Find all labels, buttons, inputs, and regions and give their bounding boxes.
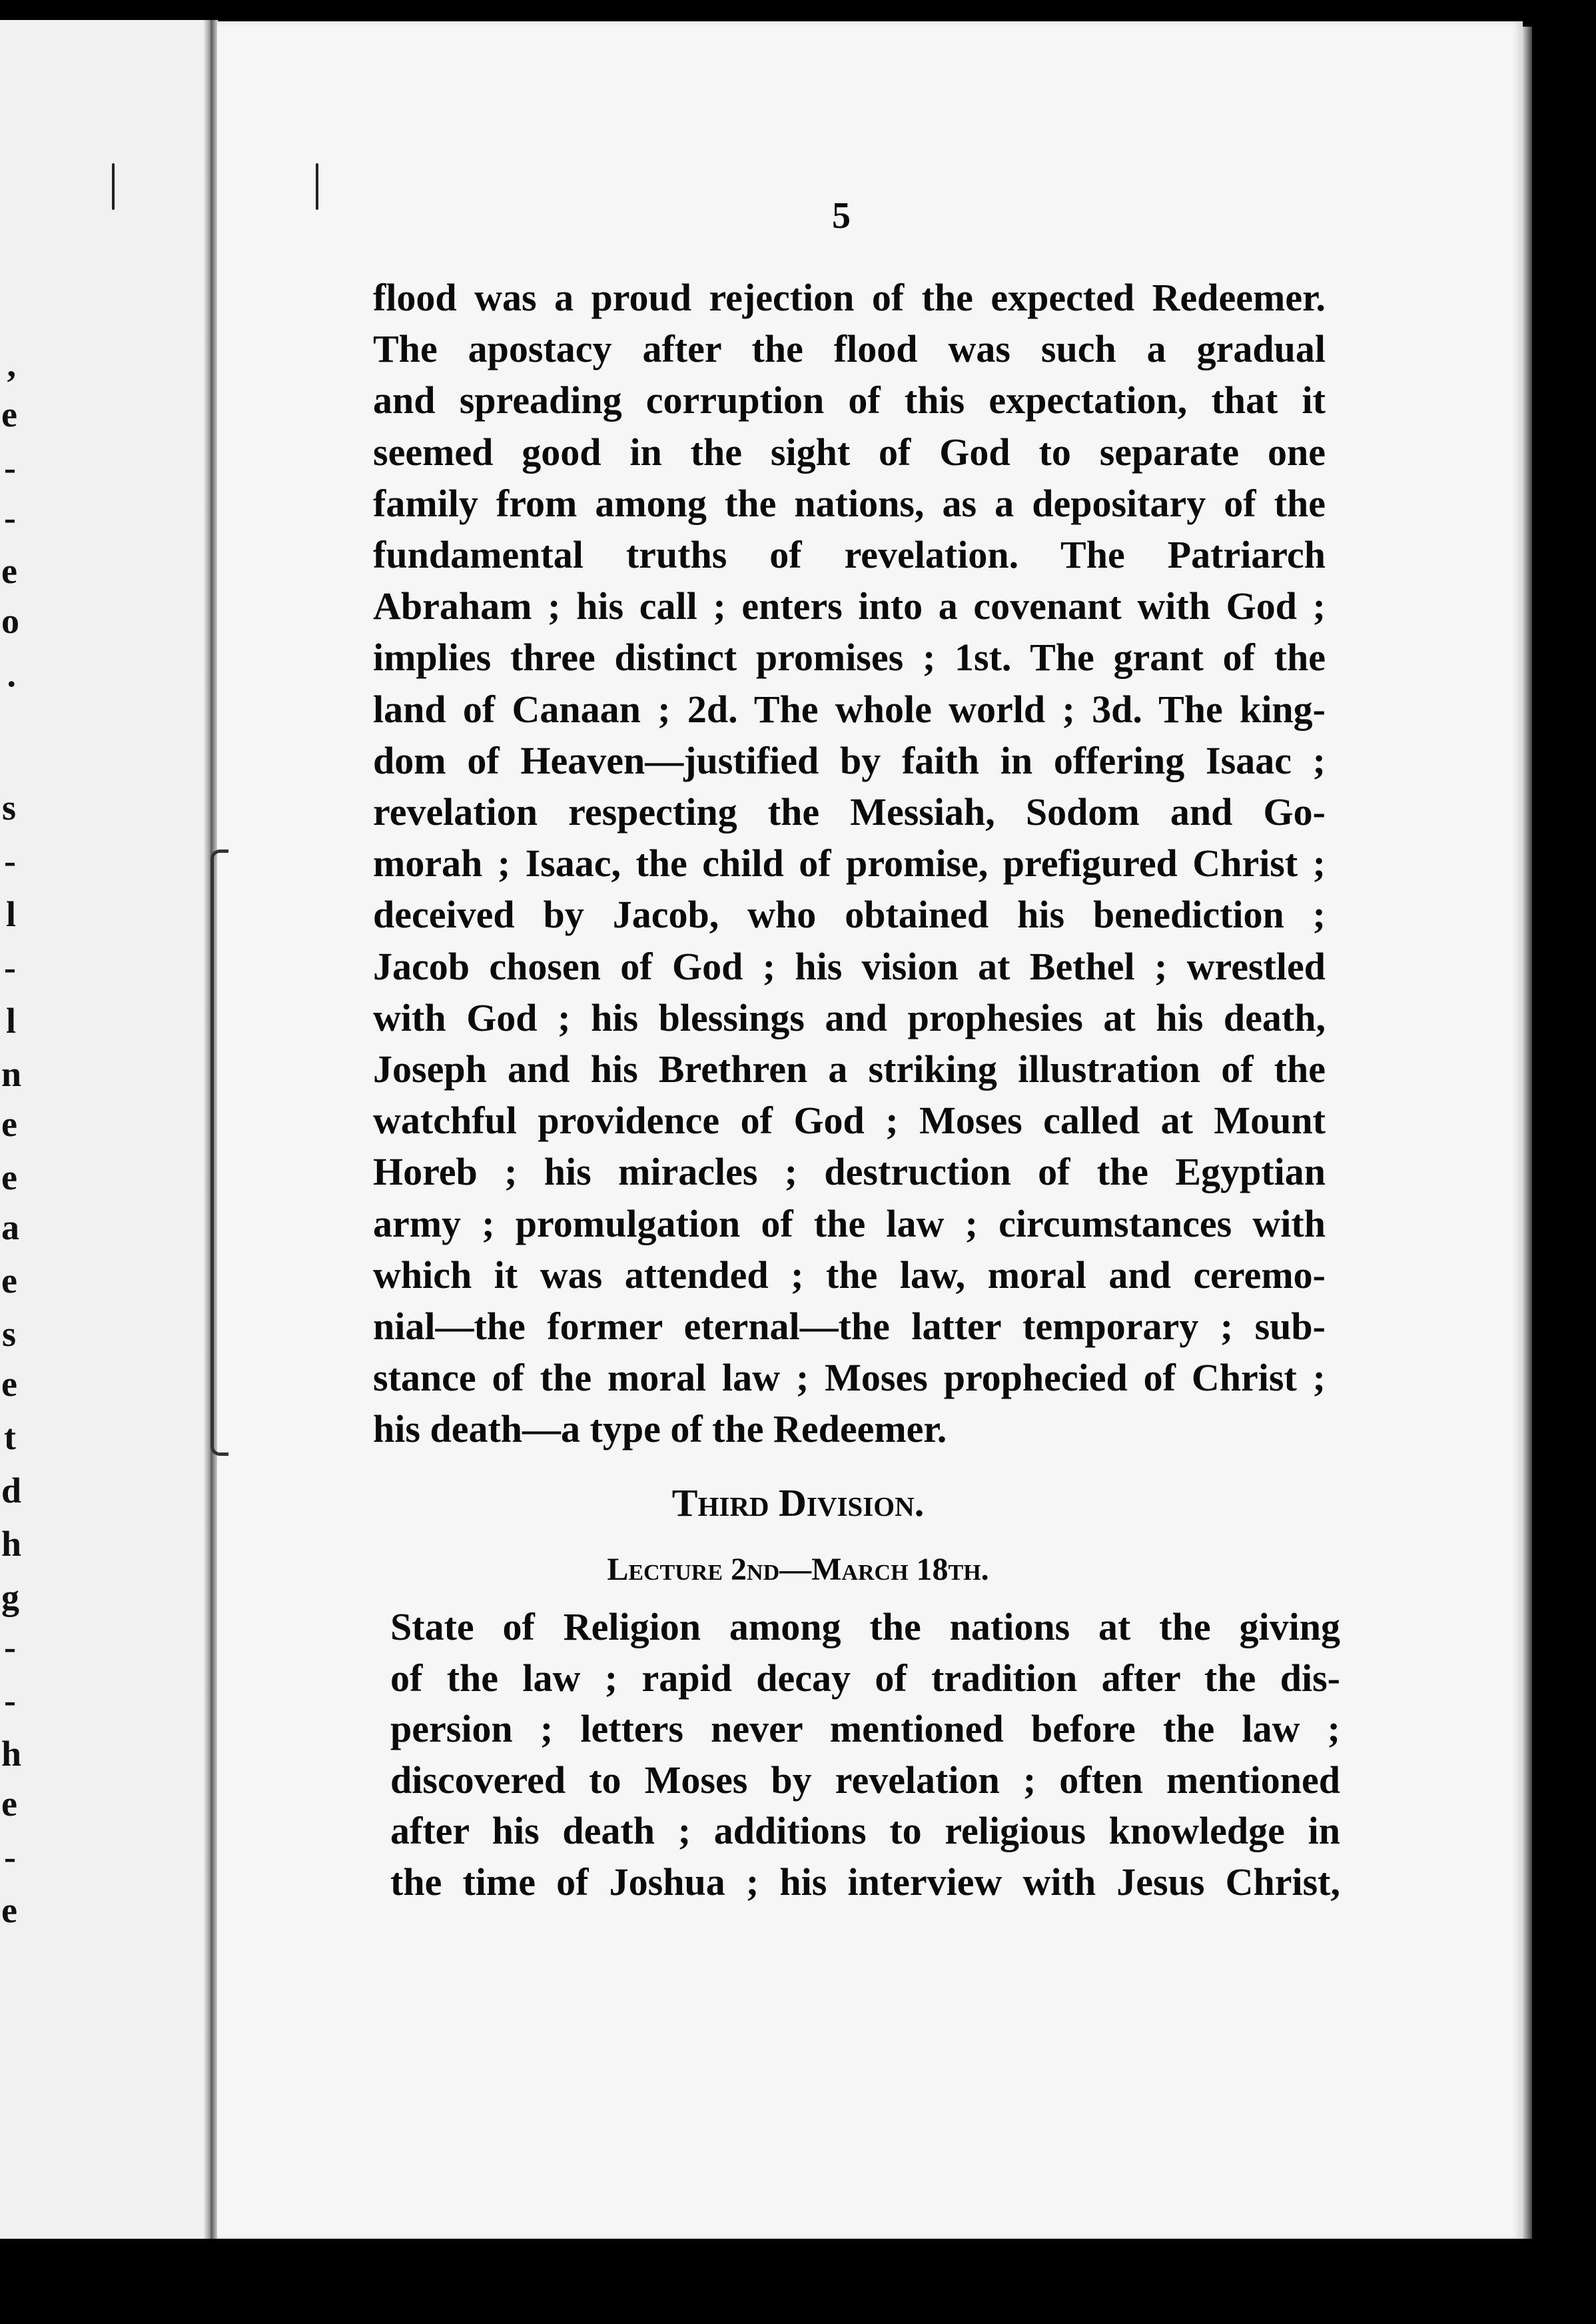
- margin-fragment: l: [5, 1001, 16, 1041]
- margin-fragment: t: [4, 1417, 16, 1457]
- text-line: army ; promulgation of the law ; circumstances with: [373, 1201, 1326, 1245]
- text-line: the time of Joshua ; his interview with Jesus Christ,: [390, 1860, 1340, 1904]
- margin-fragment: e: [1, 1890, 17, 1930]
- text-line: Jacob chosen of God ; his vision at Bethel ; wrestled: [373, 944, 1326, 988]
- margin-fragment: d: [1, 1470, 22, 1510]
- margin-bracket-mark: [210, 850, 228, 1456]
- margin-fragment: -: [4, 448, 16, 488]
- text-line: deceived by Jacob, who obtained his benediction ;: [373, 893, 1326, 937]
- margin-fragment: o: [1, 601, 19, 641]
- margin-fragment: n: [1, 1054, 22, 1094]
- text-line: flood was a proud rejection of the expected Redeemer.: [373, 276, 1326, 319]
- text-line: stance of the moral law ; Moses prophecied of Christ ;: [373, 1356, 1326, 1400]
- margin-fragment: e: [1, 1364, 17, 1404]
- margin-fragment: a: [1, 1207, 19, 1247]
- text-line: dom of Heaven—justified by faith in offering Isaac ;: [373, 738, 1326, 782]
- text-line: which it was attended ; the law, moral and ceremo-: [373, 1253, 1326, 1297]
- margin-fragment: g: [1, 1577, 19, 1617]
- margin-fragment: l: [5, 894, 16, 934]
- text-line: morah ; Isaac, the child of promise, prefigured Christ ;: [373, 842, 1326, 885]
- text-line: Abraham ; his call ; enters into a covenant with God ;: [373, 584, 1326, 628]
- margin-fragment: h: [1, 1734, 22, 1774]
- page-edge-shadow: [1523, 27, 1532, 2239]
- text-line: Joseph and his Brethren a striking illustration of the: [373, 1047, 1326, 1091]
- text-line: family from among the nations, as a depositary of the: [373, 481, 1326, 525]
- text-line: seemed good in the sight of God to separate one: [373, 430, 1326, 474]
- margin-fragment: -: [4, 841, 16, 881]
- margin-fragment: -: [4, 1680, 16, 1720]
- text-line: fundamental truths of revelation. The Patriarch: [373, 533, 1326, 576]
- margin-fragment: s: [1, 788, 16, 828]
- text-line: after his death ; additions to religious knowledge in: [390, 1809, 1340, 1852]
- text-line: nial—the former eternal—the latter temporary ; sub-: [373, 1305, 1326, 1348]
- text-line: land of Canaan ; 2d. The whole world ; 3d. The king-: [373, 687, 1326, 731]
- margin-fragment: e: [1, 1784, 17, 1824]
- margin-fragment: -: [4, 1627, 16, 1667]
- margin-fragment: h: [1, 1524, 22, 1564]
- margin-fragment: ,: [7, 344, 16, 384]
- margin-fragment: .: [7, 654, 16, 694]
- text-line: and spreading corruption of this expectation, that it: [373, 378, 1326, 422]
- margin-fragment: s: [1, 1314, 16, 1354]
- text-line: discovered to Moses by revelation ; often mentioned: [390, 1758, 1340, 1802]
- lecture-heading: Lecture 2nd—March 18th.: [607, 1552, 989, 1587]
- previous-page-edge: [0, 20, 214, 2239]
- text-line: Horeb ; his miracles ; destruction of the Egyptian: [373, 1150, 1326, 1194]
- margin-fragment: e: [1, 1157, 17, 1197]
- scan-border: [0, 2239, 1596, 2324]
- text-line: implies three distinct promises ; 1st. The grant of the: [373, 636, 1326, 680]
- division-heading: Third Division.: [671, 1481, 925, 1524]
- margin-fragment: -: [4, 947, 16, 987]
- margin-fragment: -: [4, 1837, 16, 1877]
- text-line: persion ; letters never mentioned before the law ;: [390, 1707, 1340, 1750]
- text-line: revelation respecting the Messiah, Sodom and Go-: [373, 790, 1326, 834]
- text-line: with God ; his blessings and prophesies at his death,: [373, 995, 1326, 1039]
- margin-fragment: e: [1, 1104, 17, 1144]
- text-line: The apostacy after the flood was such a gradual: [373, 327, 1326, 371]
- page-number: 5: [832, 195, 851, 237]
- text-line: his death—a type of the Redeemer.: [373, 1407, 947, 1451]
- text-line: State of Religion among the nations at the giving: [390, 1605, 1340, 1648]
- margin-fragment: e: [1, 551, 17, 591]
- margin-fragment: e: [1, 1261, 17, 1301]
- text-line: watchful providence of God ; Moses called at Mount: [373, 1099, 1326, 1143]
- text-line: of the law ; rapid decay of tradition after the dis-: [390, 1656, 1340, 1700]
- margin-fragment: -: [4, 498, 16, 538]
- margin-fragment: e: [1, 394, 17, 434]
